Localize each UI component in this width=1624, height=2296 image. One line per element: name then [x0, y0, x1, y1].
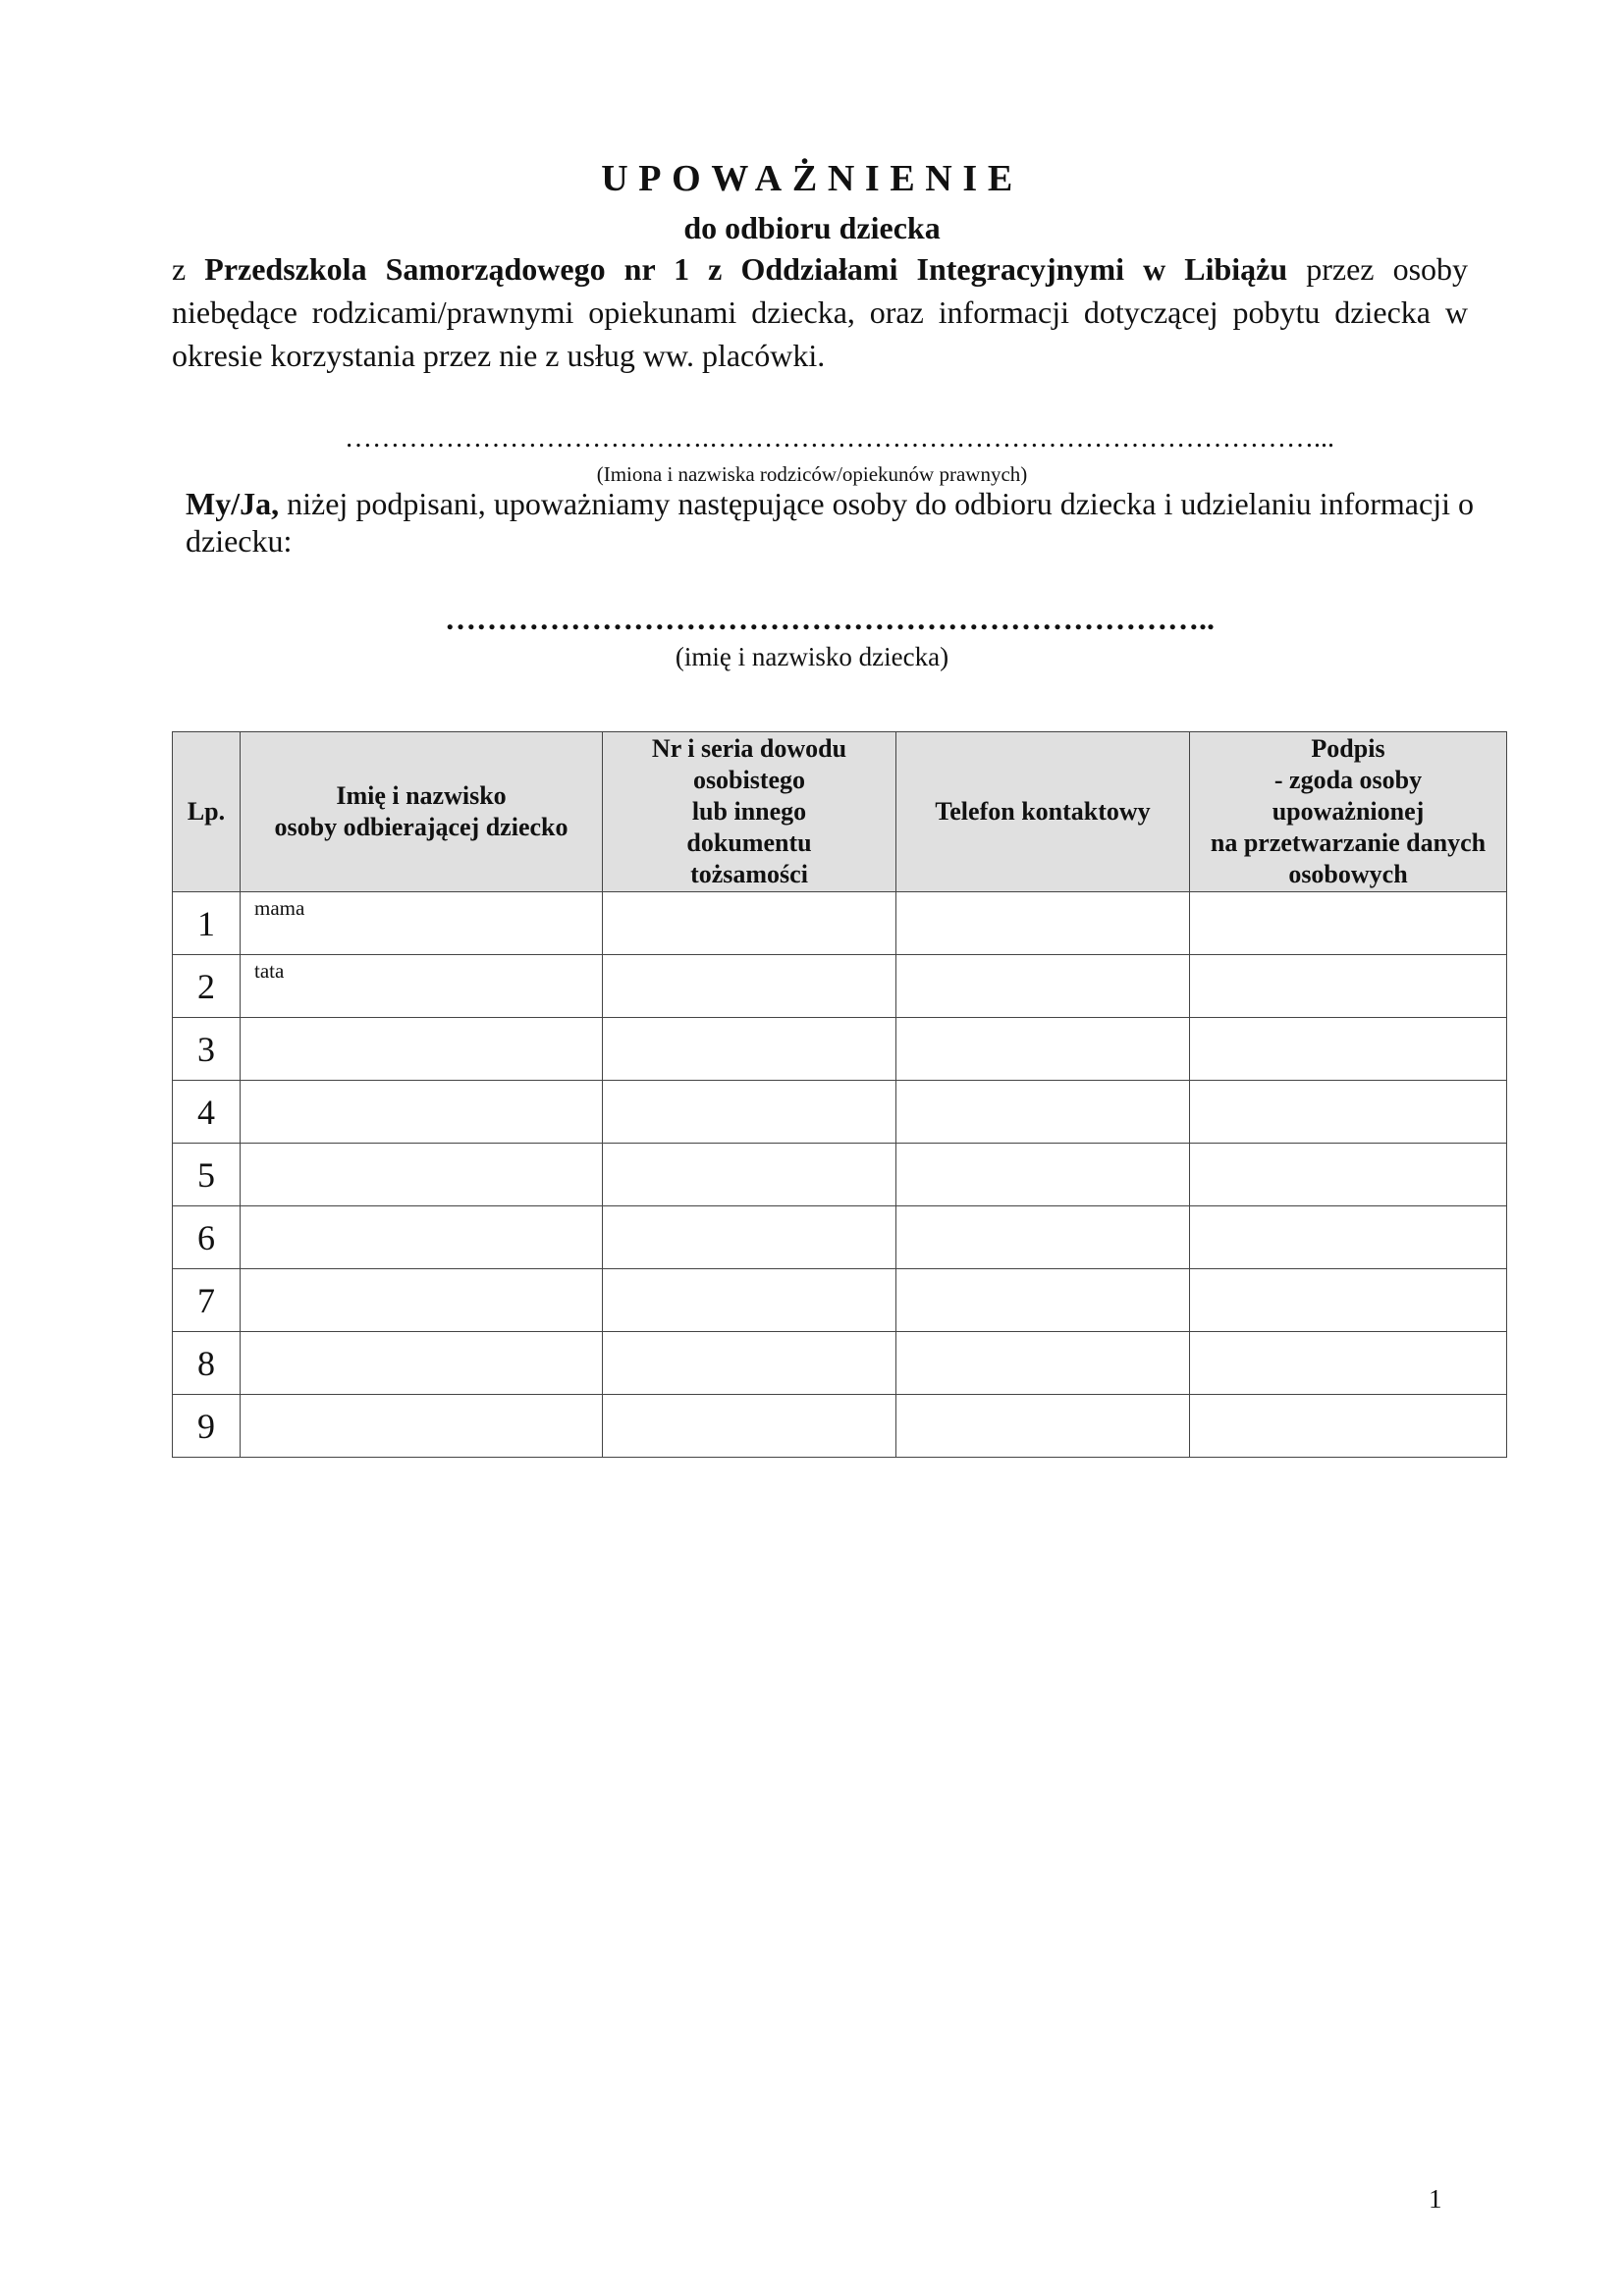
parents-names-field[interactable]: ………………………………….…………………………………………………………... [345, 423, 1334, 454]
id-document-cell[interactable] [603, 1332, 896, 1395]
header-id-document: Nr i seria dowodu osobistego lub innego dokumentu tożsamości [603, 732, 896, 892]
signature-cell[interactable] [1190, 892, 1507, 955]
child-name-field[interactable]: ……………………………………………………………….. [445, 601, 1215, 636]
signature-cell[interactable] [1190, 1269, 1507, 1332]
row-number: 3 [173, 1018, 241, 1081]
table-row [173, 1206, 1507, 1269]
phone-cell[interactable] [896, 1144, 1190, 1206]
institution-name: Przedszkola Samorządowego nr 1 z Oddziałami Integracyjnymi w Libiążu [204, 251, 1288, 287]
table-row [173, 1395, 1507, 1458]
authorized-persons-table [172, 731, 1507, 1458]
intro-paragraph [172, 247, 1468, 377]
phone-cell[interactable] [896, 955, 1190, 1018]
signature-cell[interactable] [1190, 1081, 1507, 1144]
document-subtitle: do odbioru dziecka [683, 210, 941, 245]
phone-cell[interactable] [896, 1206, 1190, 1269]
signature-cell[interactable] [1190, 1332, 1507, 1395]
signature-cell[interactable] [1190, 1144, 1507, 1206]
person-name-cell[interactable]: tata [241, 955, 603, 1018]
table-header-row [173, 732, 1507, 892]
person-name-cell[interactable] [241, 1144, 603, 1206]
phone-cell[interactable] [896, 1332, 1190, 1395]
row-number: 2 [173, 955, 241, 1018]
header-phone: Telefon kontaktowy [896, 732, 1190, 892]
declaration-lead: My/Ja, [186, 486, 280, 521]
phone-cell[interactable] [896, 1018, 1190, 1081]
declaration-paragraph [186, 485, 1474, 560]
table-row [173, 1018, 1507, 1081]
row-number: 1 [173, 892, 241, 955]
table-row [173, 955, 1507, 1018]
id-document-cell[interactable] [603, 1395, 896, 1458]
intro-prefix: z [172, 251, 205, 287]
child-name-caption: (imię i nazwisko dziecka) [675, 642, 949, 671]
id-document-cell[interactable] [603, 892, 896, 955]
id-document-cell[interactable] [603, 1144, 896, 1206]
signature-cell[interactable] [1190, 955, 1507, 1018]
phone-cell[interactable] [896, 1395, 1190, 1458]
table-row [173, 1081, 1507, 1144]
phone-cell[interactable] [896, 1269, 1190, 1332]
parents-names-caption: (Imiona i nazwiska rodziców/opiekunów prawnych) [596, 462, 1028, 486]
id-document-cell[interactable] [603, 1269, 896, 1332]
person-name-cell[interactable] [241, 1332, 603, 1395]
person-name-cell[interactable]: mama [241, 892, 603, 955]
person-name-cell[interactable] [241, 1395, 603, 1458]
phone-cell[interactable] [896, 892, 1190, 955]
header-signature: Podpis - zgoda osoby upoważnionej na przetwarzanie danych osobowych [1190, 732, 1507, 892]
signature-cell[interactable] [1190, 1018, 1507, 1081]
table-row [173, 1269, 1507, 1332]
declaration-text: niżej podpisani, upoważniamy następujące osoby do odbioru dziecka i udzielaniu informacji o dziecku: [186, 486, 1474, 559]
row-number: 5 [173, 1144, 241, 1206]
row-number: 6 [173, 1206, 241, 1269]
row-number: 8 [173, 1332, 241, 1395]
page-number: 1 [1429, 2184, 1442, 2214]
table-row [173, 1332, 1507, 1395]
row-number: 9 [173, 1395, 241, 1458]
document-title: UPOWAŻNIENIE [601, 158, 1023, 199]
person-name-cell[interactable] [241, 1018, 603, 1081]
row-number: 4 [173, 1081, 241, 1144]
intro-rest: przez osoby niebędące rodzicami/prawnymi opiekunami dziecka, oraz informacji dotyczącej pobytu dziecka w okresie korzystania przez nie z usług ww. placówki. [172, 251, 1469, 373]
signature-cell[interactable] [1190, 1206, 1507, 1269]
person-name-cell[interactable] [241, 1081, 603, 1144]
id-document-cell[interactable] [603, 1206, 896, 1269]
person-name-cell[interactable] [241, 1269, 603, 1332]
header-lp: Lp. [173, 732, 241, 892]
phone-cell[interactable] [896, 1081, 1190, 1144]
person-name-cell[interactable] [241, 1206, 603, 1269]
signature-cell[interactable] [1190, 1395, 1507, 1458]
table-row [173, 1144, 1507, 1206]
row-number: 7 [173, 1269, 241, 1332]
header-person-name: Imię i nazwisko osoby odbierającej dziecko [241, 732, 603, 892]
table-row [173, 892, 1507, 955]
id-document-cell[interactable] [603, 955, 896, 1018]
id-document-cell[interactable] [603, 1018, 896, 1081]
id-document-cell[interactable] [603, 1081, 896, 1144]
